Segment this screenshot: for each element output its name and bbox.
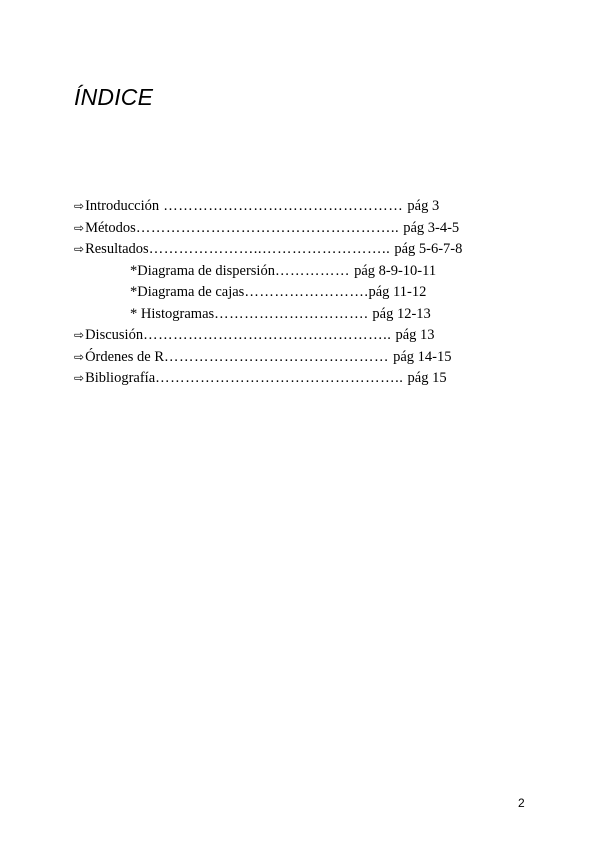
toc-entry-label: * Histogramas xyxy=(130,305,215,322)
toc-entry-discusion xyxy=(74,325,504,347)
toc-entry-page: pág 15 xyxy=(407,370,447,386)
toc-entry-label: Introducción xyxy=(85,198,160,214)
toc-dot-leader: …………………………………………….. xyxy=(135,219,404,236)
toc-entry-page: pág 8-9-10-11 xyxy=(354,262,437,279)
toc-entry-label: *Diagrama de cajas xyxy=(130,284,245,300)
arrow-icon: ⇨ xyxy=(74,371,85,385)
toc-dot-leader: ……………………. xyxy=(244,284,369,300)
toc-entry-metodos xyxy=(74,218,504,240)
arrow-icon: ⇨ xyxy=(74,349,85,364)
toc-subentry-diagrama-dispersion xyxy=(74,261,504,283)
arrow-icon: ⇨ xyxy=(74,328,85,342)
toc-dot-leader: ………………………………………….. xyxy=(155,370,408,386)
toc-entry-page: pág 14-15 xyxy=(393,348,452,365)
page-number: 2 xyxy=(518,796,525,810)
toc-dot-leader: …………………………. xyxy=(214,305,373,322)
toc-entry-page: pág 13 xyxy=(395,327,435,343)
toc-dot-leader: …………………..…………………….. xyxy=(148,241,395,257)
toc-dot-leader: ………………………………………… xyxy=(159,198,408,214)
page-title: ÍNDICE xyxy=(74,84,154,110)
toc-entry-label: Métodos xyxy=(85,219,136,236)
toc-entry-label: Bibliografía xyxy=(85,370,156,386)
toc-entry-introduccion xyxy=(74,196,504,218)
toc-entry-page: pág 11-12 xyxy=(368,284,427,300)
toc-entry-label: Resultados xyxy=(85,241,149,257)
arrow-icon: ⇨ xyxy=(74,242,85,256)
toc-entry-label: Órdenes de R xyxy=(85,348,164,365)
toc-entry-page: pág 3 xyxy=(407,198,440,214)
arrow-icon: ⇨ xyxy=(74,199,85,213)
toc-subentry-diagrama-cajas xyxy=(74,282,504,304)
arrow-icon: ⇨ xyxy=(74,220,85,235)
toc-entry-bibliografia xyxy=(74,368,504,390)
toc-dot-leader: ……………………………………… xyxy=(163,348,394,365)
toc-entry-page: pág 3-4-5 xyxy=(403,219,460,236)
toc-entry-page: pág 5-6-7-8 xyxy=(394,241,463,257)
table-of-contents xyxy=(74,196,504,390)
toc-entry-ordenes-de-r xyxy=(74,347,504,369)
toc-dot-leader: ………………………………………….. xyxy=(143,327,396,343)
toc-dot-leader: …………… xyxy=(274,262,355,279)
toc-entry-resultados xyxy=(74,239,504,261)
toc-entry-label: *Diagrama de dispersión xyxy=(130,262,275,279)
toc-entry-page: pág 12-13 xyxy=(372,305,431,322)
toc-entry-label: Discusión xyxy=(85,327,144,343)
toc-subentry-histogramas xyxy=(74,304,504,326)
